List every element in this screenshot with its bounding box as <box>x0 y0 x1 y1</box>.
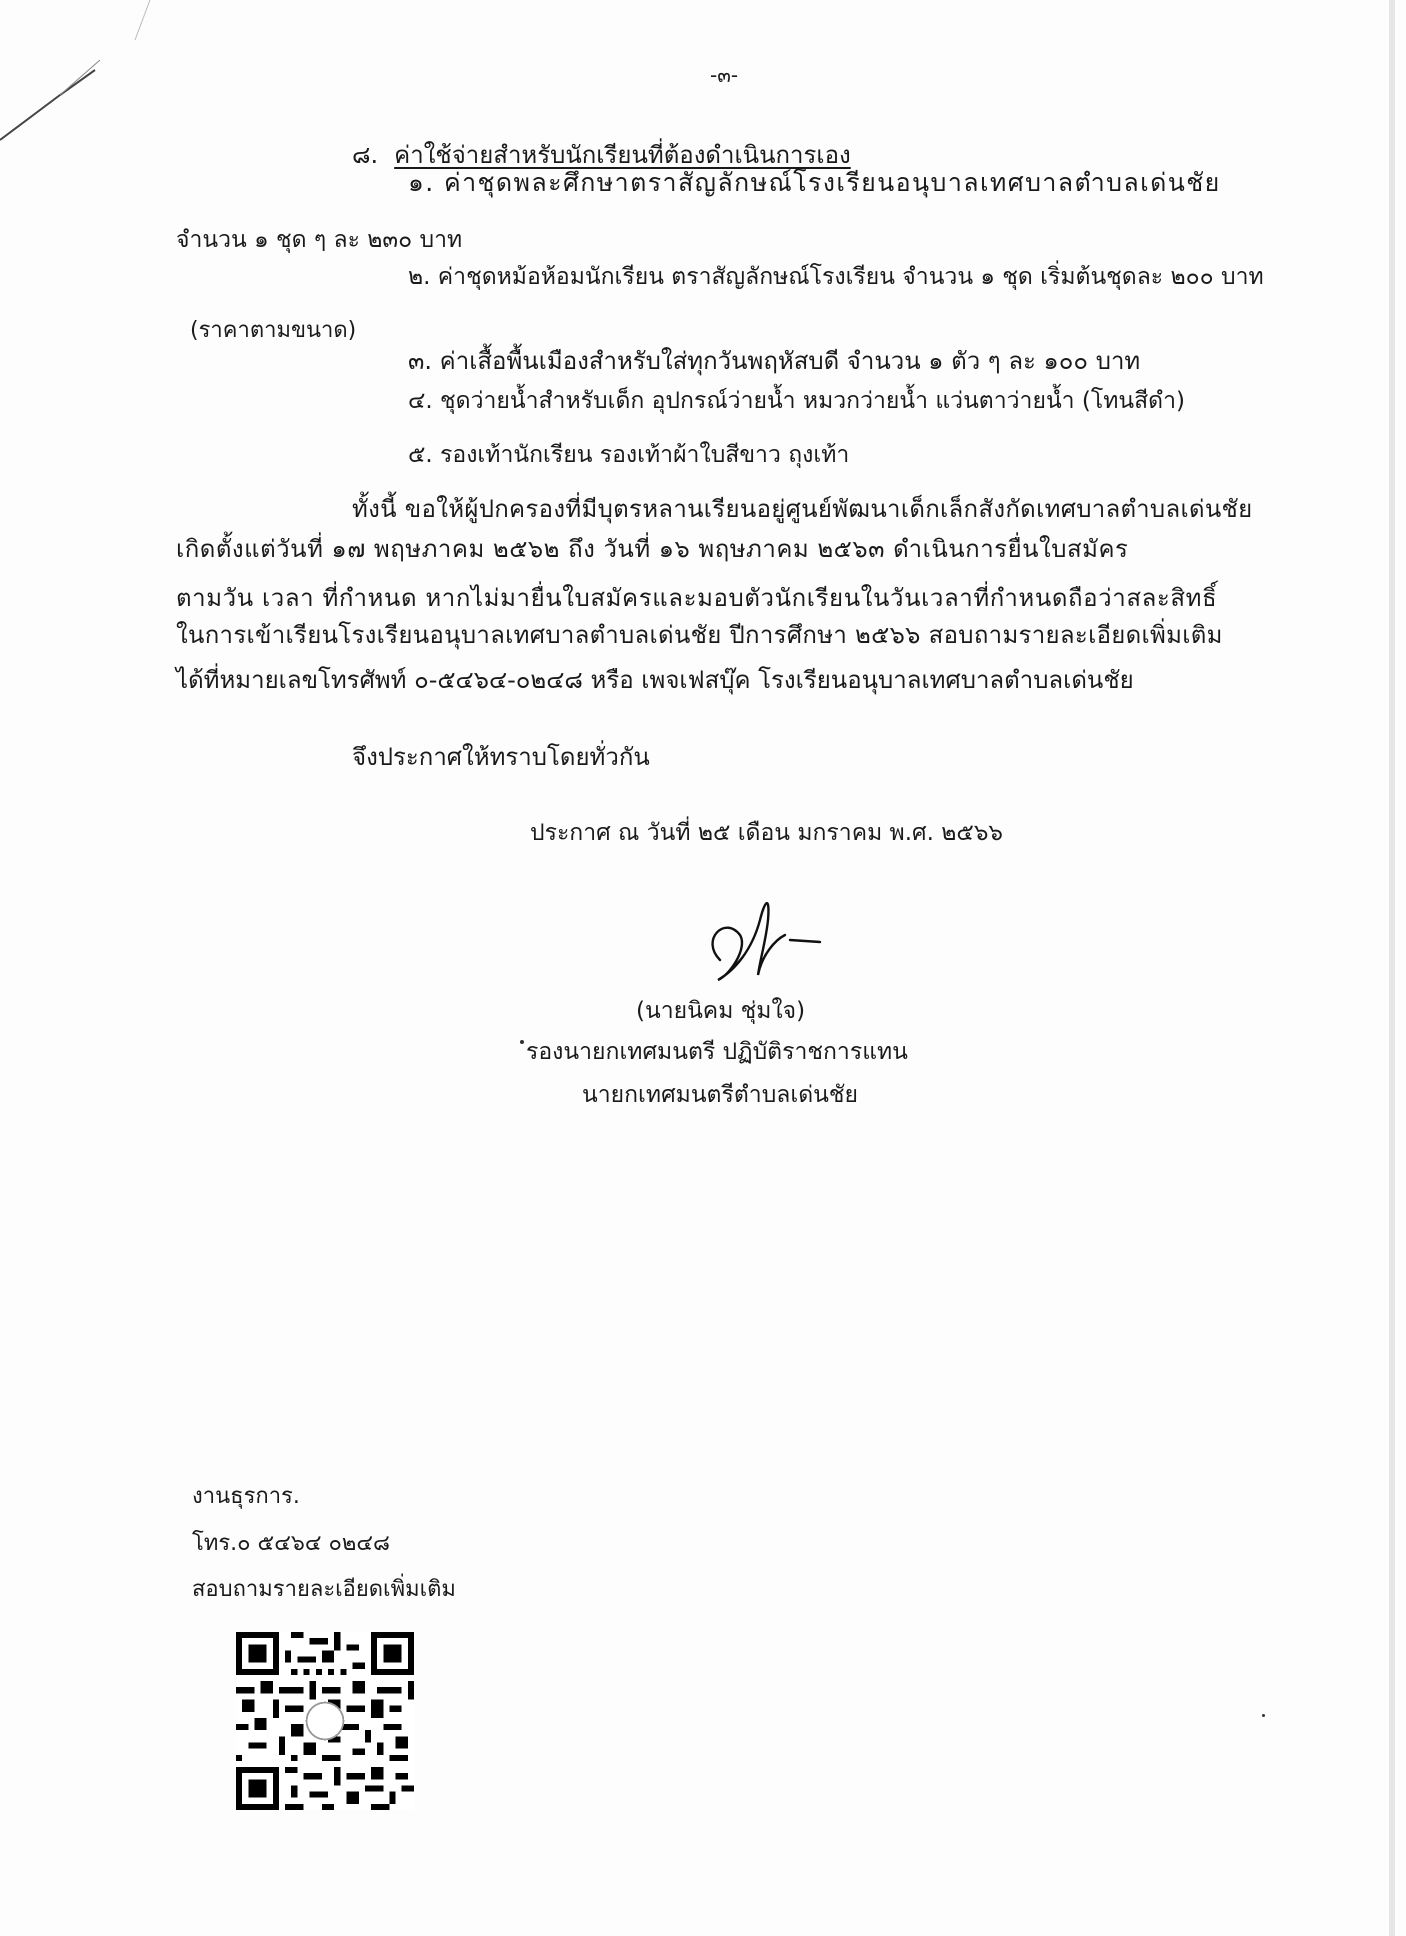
expense-item-2-continued: (ราคาตามขนาด) <box>190 318 357 343</box>
notice-paragraph-line: ในการเข้าเรียนโรงเรียนอนุบาลเทศบาลตำบลเด่นชัย ปีการศึกษา ๒๕๖๖ สอบถามรายละเอียดเพิ่มเติม <box>176 621 1223 649</box>
expense-item-3: ๓. ค่าเสื้อพื้นเมืองสำหรับใส่ทุกวันพฤหัสบดี จำนวน ๑ ตัว ๆ ละ ๑๐๐ บาท <box>408 347 1141 375</box>
signatory-position: รองนายกเทศมนตรี ปฏิบัติราชการแทน <box>526 1039 908 1065</box>
scan-speck <box>1262 1714 1265 1717</box>
notice-paragraph-line: ตามวัน เวลา ที่กำหนด หากไม่มายื่นใบสมัครและมอบตัวนักเรียนในวันเวลาที่กำหนดถือว่าสละสิทธิ์ <box>176 584 1218 612</box>
scan-speck <box>520 1040 524 1044</box>
handwritten-signature <box>690 880 830 990</box>
expense-item-1: ๑. ค่าชุดพละศึกษาตราสัญลักษณ์โรงเรียนอนุบาลเทศบาลตำบลเด่นชัย <box>408 168 1221 197</box>
announcement-dateline: ประกาศ ณ วันที่ ๒๕ เดือน มกราคม พ.ศ. ๒๕๖๖ <box>530 820 1004 846</box>
notice-paragraph-line: เกิดตั้งแต่วันที่ ๑๗ พฤษภาคม ๒๕๖๒ ถึง วันที่ ๑๖ พฤษภาคม ๒๕๖๓ ดำเนินการยื่นใบสมัคร <box>176 535 1129 563</box>
footer-office: งานธุรการ. <box>192 1484 300 1509</box>
expense-item-2: ๒. ค่าชุดหม้อห้อมนักเรียน ตราสัญลักษณ์โรงเรียน จำนวน ๑ ชุด เริ่มต้นชุดละ ๒๐๐ บาท <box>408 264 1264 290</box>
footer-inquiry: สอบถามรายละเอียดเพิ่มเติม <box>192 1577 456 1602</box>
section-heading <box>352 140 851 170</box>
notice-paragraph-line: ได้ที่หมายเลขโทรศัพท์ ๐-๕๔๖๔-๐๒๔๘ หรือ เพจเฟสบุ๊ค โรงเรียนอนุบาลเทศบาลตำบลเด่นชัย <box>176 666 1134 694</box>
page-number: -๓- <box>710 63 739 87</box>
signatory-name: (นายนิคม ชุ่มใจ) <box>636 998 806 1024</box>
footer-phone: โทร.๐ ๕๔๖๔ ๐๒๔๘ <box>192 1531 391 1556</box>
signatory-position-2: นายกเทศมนตรีตำบลเด่นชัย <box>582 1082 858 1108</box>
qr-code-image <box>236 1632 414 1810</box>
announcement-line: จึงประกาศให้ทราบโดยทั่วกัน <box>352 743 650 771</box>
section-title: ค่าใช้จ่ายสำหรับนักเรียนที่ต้องดำเนินการเอง <box>394 141 851 169</box>
expense-item-5: ๕. รองเท้านักเรียน รองเท้าผ้าใบสีขาว ถุงเท้า <box>408 442 850 468</box>
notice-paragraph-line: ทั้งนี้ ขอให้ผู้ปกครองที่มีบุตรหลานเรียนอยู่ศูนย์พัฒนาเด็กเล็กสังกัดเทศบาลตำบลเด่นชัย <box>352 495 1253 523</box>
expense-item-1-continued: จำนวน ๑ ชุด ๆ ละ ๒๓๐ บาท <box>176 227 463 253</box>
section-number: ๘. <box>352 141 379 169</box>
expense-item-4: ๔. ชุดว่ายน้ำสำหรับเด็ก อุปกรณ์ว่ายน้ำ หมวกว่ายน้ำ แว่นตาว่ายน้ำ (โทนสีดำ) <box>408 388 1185 414</box>
